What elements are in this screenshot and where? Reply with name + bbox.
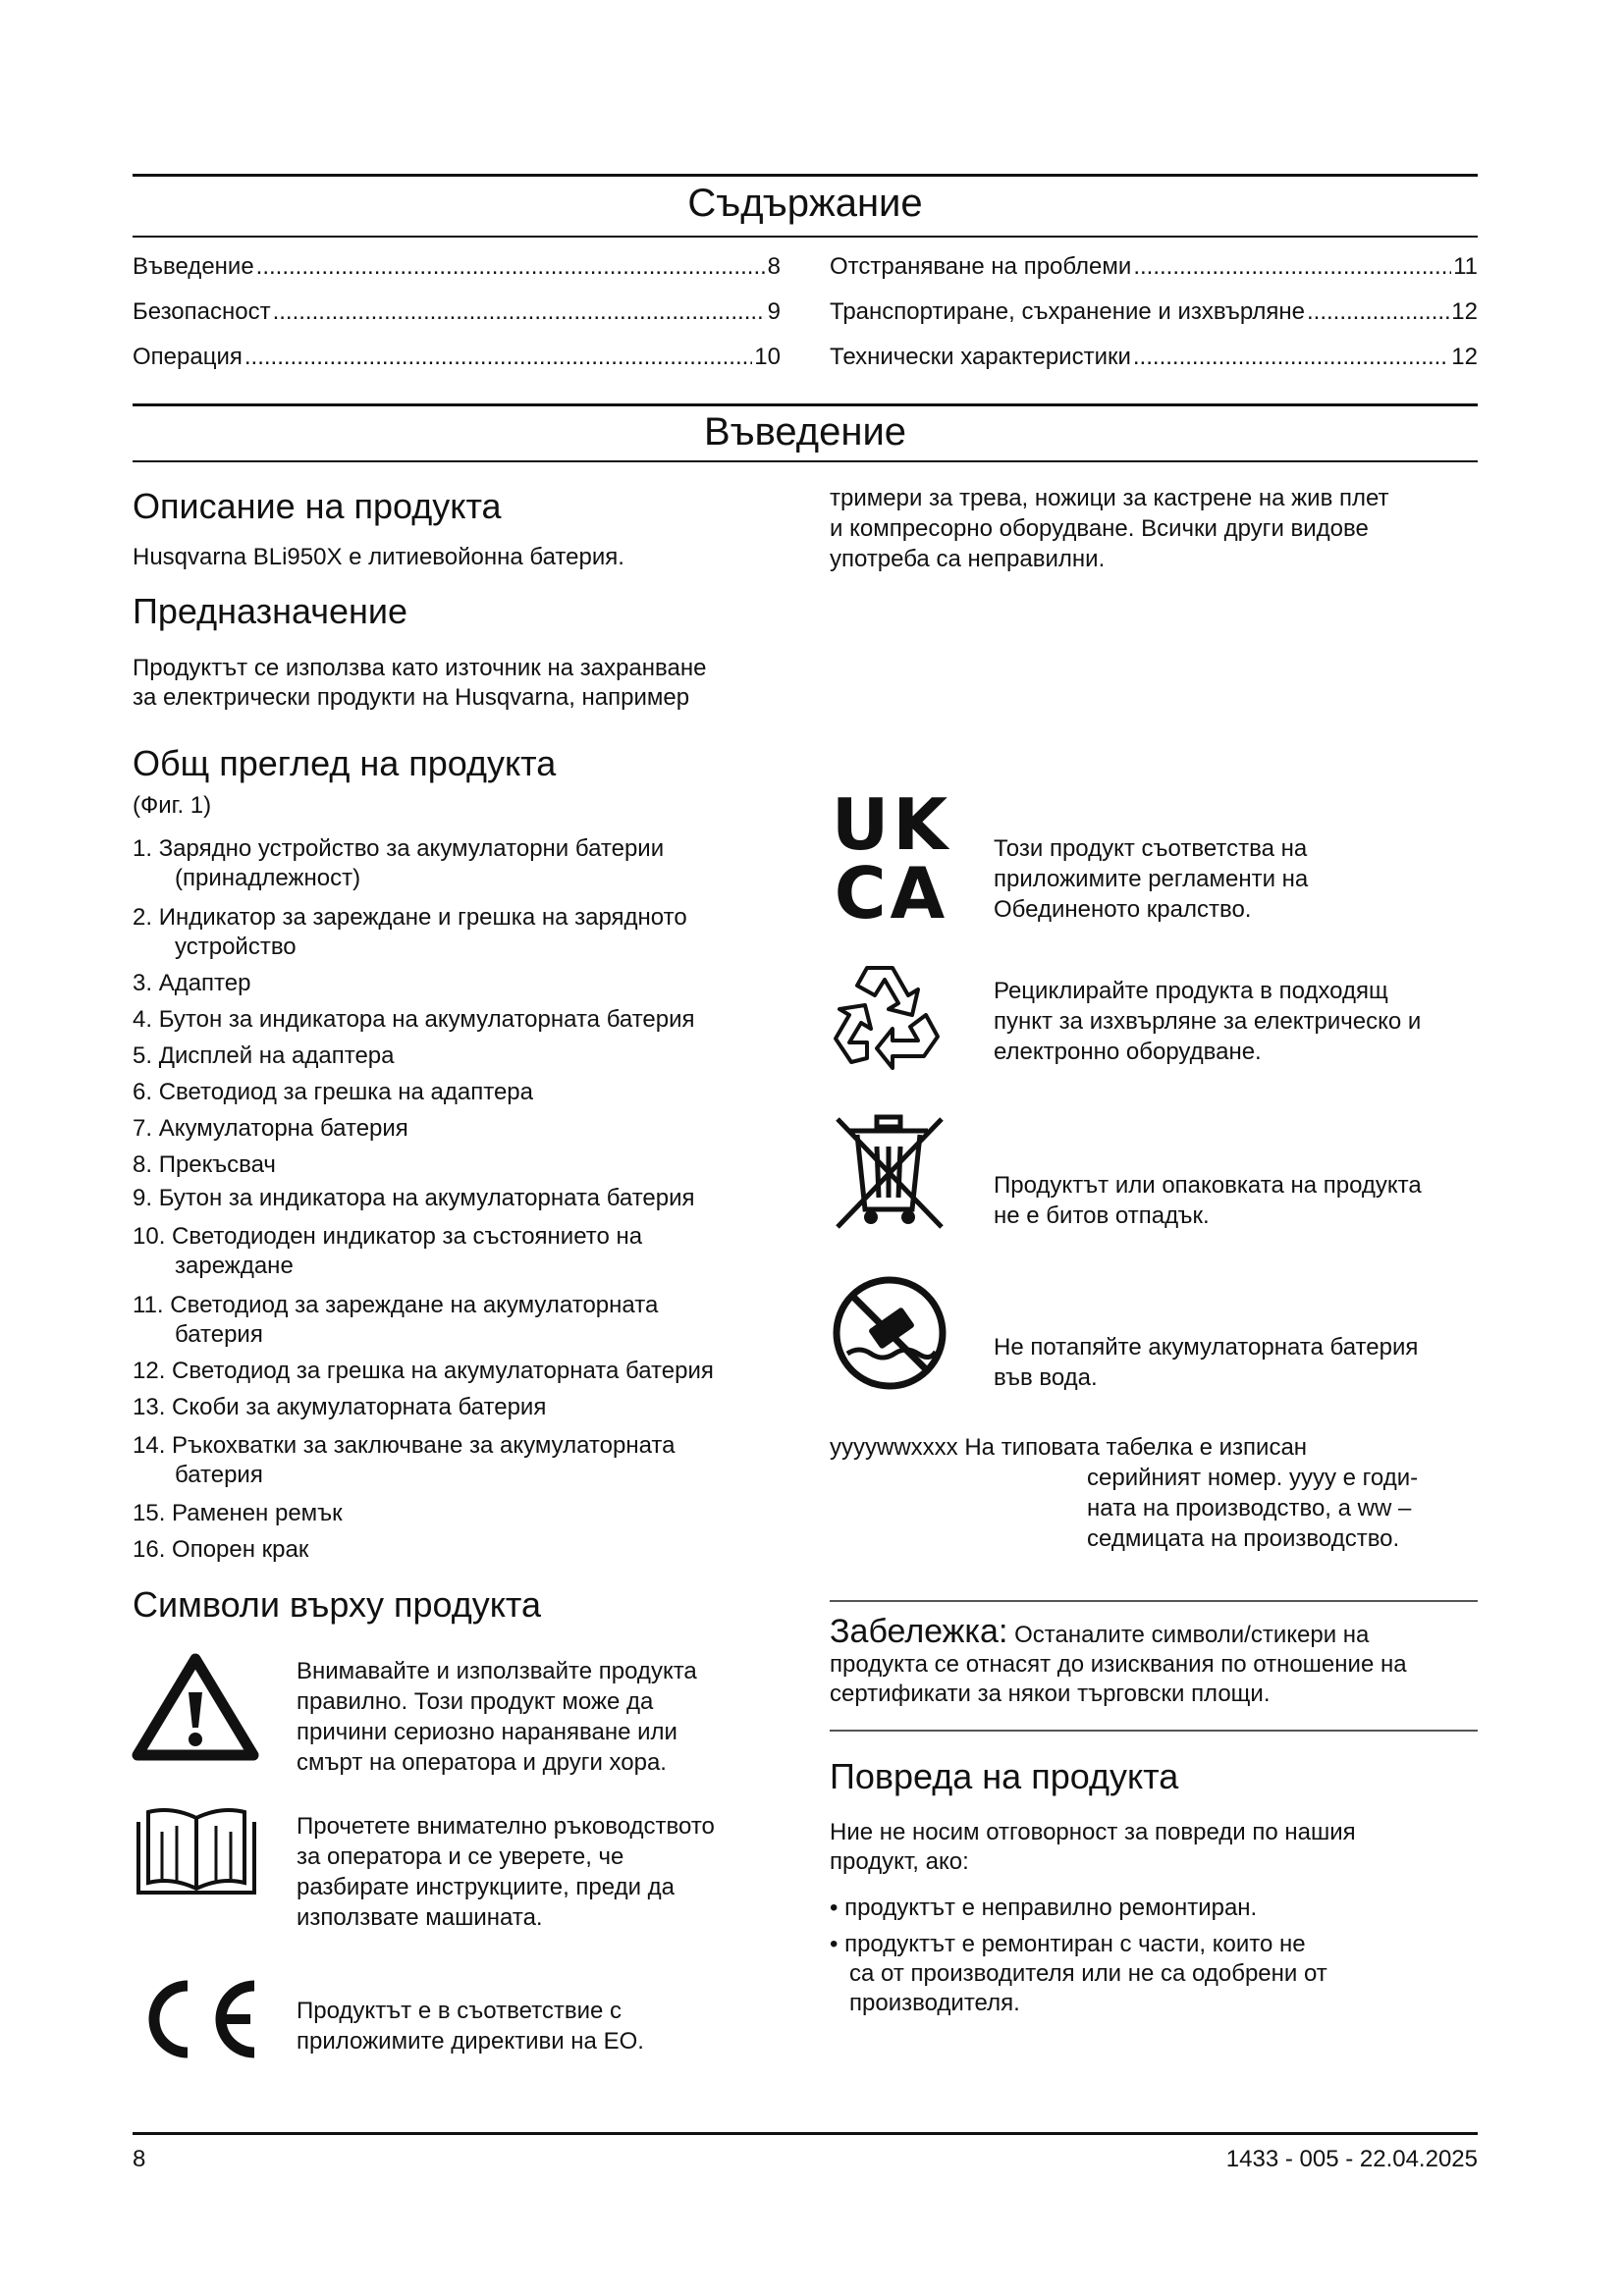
note-top-rule [830, 1600, 1478, 1602]
warning-icon [130, 1651, 261, 1761]
page-number: 8 [133, 2146, 146, 2172]
toc-entry[interactable]: Безопасност ..... 9 [133, 298, 781, 326]
list-item: 1. Зарядно устройство за акумулаторни батерии (принадлежност) [133, 835, 665, 891]
toc-top-rule [133, 174, 1478, 177]
toc-title: Съдържание [687, 182, 923, 225]
purpose-line: употреба са неправилни. [830, 546, 1106, 572]
note-label: Забележка: [830, 1613, 1008, 1650]
list-item: 15. Раменен ремък [133, 1500, 343, 1526]
list-item: 2. Индикатор за зареждане и грешка на зарядното устройство [133, 904, 687, 960]
toc-entry[interactable]: Въведение ..... 8 [133, 253, 781, 281]
ce-mark-icon [133, 1976, 262, 2062]
note-bottom-rule [830, 1730, 1478, 1732]
list-item: 7. Акумулаторна батерия [133, 1115, 408, 1142]
toc-entry[interactable]: Технически характеристики ..... 12 [830, 344, 1478, 371]
weee-bin-icon [828, 1111, 951, 1233]
footer-rule [133, 2132, 1478, 2135]
toc-title-rule [133, 236, 1478, 238]
overview-heading: Общ преглед на продукта [133, 743, 557, 783]
toc-entry[interactable]: Транспортиране, съхранение и изхвърляне ..... 12 [830, 298, 1478, 326]
symbols-heading: Символи върху продукта [133, 1584, 541, 1625]
list-item: 8. Прекъсвач [133, 1151, 276, 1178]
manual-text: Прочетете внимателно ръководството за оператора и се уверете, че разбирате инструкциите, преди да използвате машината. [297, 1813, 715, 1931]
list-item: 12. Светодиод за грешка на акумулаторната батерия [133, 1358, 714, 1384]
weee-text: Продуктът или опаковката на продукта не е битов отпадък. [994, 1172, 1422, 1229]
description-heading: Описание на продукта [133, 486, 502, 526]
toc-entry[interactable]: Отстраняване на проблеми ..... 11 [830, 253, 1478, 281]
purpose-line: Продуктът се използва като източник на захранване [133, 655, 707, 681]
ce-text: Продуктът е в съответствие с приложимите директиви на ЕО. [297, 1998, 644, 2055]
serial-text: yyyywwxxxx На типовата табелка е изписан серийният номер. yyyy е годи- ната на производство, а ww – седмицата на производство. [830, 1434, 1419, 1552]
toc-entry[interactable]: Операция ..... 10 [133, 344, 781, 371]
overview-fig: (Фиг. 1) [133, 792, 212, 819]
purpose-heading: Предназначение [133, 591, 408, 631]
purpose-line: за електрически продукти на Husqvarna, например [133, 684, 690, 711]
warning-text: Внимавайте и използвайте продукта правилно. Този продукт може да причини сериозно нараняване или смърт на оператора и други хора. [297, 1658, 697, 1776]
list-item: 4. Бутон за индикатора на акумулаторната батерия [133, 1006, 695, 1033]
purpose-line: тримери за трева, ножици за кастрене на жив плет [830, 485, 1389, 511]
section-title: Въведение [703, 410, 907, 454]
list-item: 3. Адаптер [133, 970, 251, 996]
doc-id: 1433 - 005 - 22.04.2025 [1225, 2146, 1478, 2172]
list-item: 5. Дисплей на адаптера [133, 1042, 395, 1069]
description-text: Husqvarna BLi950X е литиевойонна батерия. [133, 544, 624, 570]
damage-bullet: • продуктът е неправилно ремонтиран. [830, 1895, 1258, 1921]
list-item: 14. Ръкохватки за заключване за акумулаторната батерия [133, 1432, 676, 1488]
list-item: 11. Светодиод за зареждане на акумулаторната батерия [133, 1292, 659, 1348]
ukca-text: Този продукт съответства на приложимите регламенти на Обединеното кралство. [994, 835, 1309, 923]
list-item: 16. Опорен крак [133, 1536, 309, 1563]
recycle-icon [828, 960, 942, 1070]
list-item: 9. Бутон за индикатора на акумулаторната батерия [133, 1185, 695, 1211]
damage-bullet: • продуктът е ремонтиран с части, които не са от производителя или не са одобрени от производителя. [830, 1931, 1327, 2016]
section-title-rule [133, 460, 1478, 462]
serial-code: yyyywwxxxx [830, 1434, 958, 1461]
ukca-mark-icon: UK CA [831, 783, 952, 934]
list-item: 6. Светодиод за грешка на адаптера [133, 1079, 533, 1105]
damage-heading: Повреда на продукта [830, 1756, 1179, 1796]
water-text: Не потапяйте акумулаторната батерия във вода. [994, 1334, 1419, 1391]
recycle-text: Рециклирайте продукта в подходящ пункт за изхвърляне за електрическо и електронно оборудване. [994, 978, 1422, 1065]
list-item: 10. Светодиоден индикатор за състоянието на зареждане [133, 1223, 643, 1279]
note-block: Забележка: Останалите символи/стикери на продукта се отнасят до изисквания по отношение на сертификати за някои търговски площи. [830, 1613, 1407, 1707]
damage-intro: Ние не носим отговорност за повреди по нашия продукт, ако: [830, 1819, 1356, 1875]
no-water-icon [830, 1273, 949, 1393]
purpose-line: и компресорно оборудване. Всички други видове [830, 515, 1369, 542]
book-icon [133, 1804, 260, 1896]
list-item: 13. Скоби за акумулаторната батерия [133, 1394, 547, 1420]
section-top-rule [133, 403, 1478, 406]
